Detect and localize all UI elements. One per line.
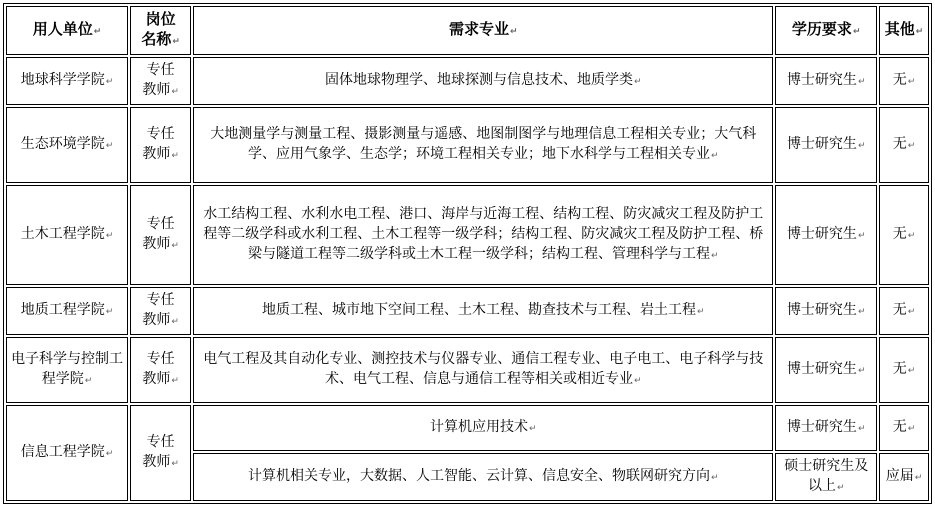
paragraph-mark-icon: ↵ (907, 424, 916, 435)
unit-cell: 地质工程学院↵ (6, 287, 128, 335)
paragraph-mark-icon: ↵ (857, 231, 866, 242)
paragraph-mark-icon: ↵ (857, 307, 866, 318)
paragraph-mark-icon: ↵ (914, 473, 923, 484)
unit-cell: 电子科学与控制工程学院↵ (6, 337, 128, 403)
unit-cell: 生态环境学院↵ (6, 107, 128, 184)
paragraph-mark-icon: ↵ (171, 317, 179, 328)
table-row (6, 405, 929, 451)
paragraph-mark-icon: ↵ (710, 151, 719, 162)
major-cell: 固体地球物理学、地球探测与信息技术、地质学类↵ (193, 57, 773, 105)
table-row (6, 185, 929, 285)
other-cell: 无↵ (879, 57, 929, 105)
header-post: 岗位 名称↵ (130, 6, 191, 55)
other-cell: 无↵ (879, 405, 929, 451)
paragraph-mark-icon: ↵ (857, 141, 866, 152)
degree-cell: 博士研究生↵ (775, 405, 877, 451)
table-row (6, 57, 929, 105)
header-row (6, 6, 929, 55)
major-cell: 计算机应用技术↵ (193, 405, 773, 451)
major-cell: 电气工程及其自动化专业、测控技术与仪器专业、通信工程专业、电子电工、电子科学与技术、电气工程、信息与通信工程等相关或相近专业↵ (193, 337, 773, 403)
degree-cell: 硕士研究生及以上↵ (775, 453, 877, 501)
degree-cell: 博士研究生↵ (775, 185, 877, 285)
paragraph-mark-icon: ↵ (93, 26, 102, 37)
degree-cell: 博士研究生↵ (775, 337, 877, 403)
paragraph-mark-icon: ↵ (710, 251, 719, 262)
paragraph-mark-icon: ↵ (696, 307, 705, 318)
paragraph-mark-icon: ↵ (171, 241, 179, 252)
header-degree: 学历要求↵ (775, 6, 877, 55)
degree-cell: 博士研究生↵ (775, 287, 877, 335)
paragraph-mark-icon: ↵ (852, 26, 861, 37)
paragraph-mark-icon: ↵ (633, 76, 642, 87)
other-cell: 应届↵ (879, 453, 929, 501)
major-cell: 大地测量学与测量工程、摄影测量与遥感、地图制图学与地理信息工程相关专业；大气科学、应用气象学、生态学；环境工程相关专业；地下水科学与工程相关专业↵ (193, 107, 773, 184)
paragraph-mark-icon: ↵ (907, 307, 916, 318)
unit-cell: 地球科学学院↵ (6, 57, 128, 105)
other-cell: 无↵ (879, 185, 929, 285)
unit-cell: 信息工程学院↵ (6, 405, 128, 501)
other-cell: 无↵ (879, 287, 929, 335)
paragraph-mark-icon: ↵ (105, 449, 114, 460)
paragraph-mark-icon: ↵ (907, 141, 916, 152)
paragraph-mark-icon: ↵ (171, 151, 179, 162)
degree-cell: 博士研究生↵ (775, 57, 877, 105)
paragraph-mark-icon: ↵ (105, 307, 114, 318)
paragraph-mark-icon: ↵ (105, 231, 114, 242)
major-cell: 水工结构工程、水利水电工程、港口、海岸与近海工程、结构工程、防灾减灾工程及防护工程等二级学科或水利工程、土木工程等一级学科；结构工程、防灾减灾工程及防护工程、桥梁与隧道工程等二级学科或土木工程一级学科；结构工程、管理科学与工程↵ (193, 185, 773, 285)
table-row (6, 107, 929, 184)
post-cell: 专任 教师↵ (130, 405, 191, 501)
paragraph-mark-icon: ↵ (907, 76, 916, 87)
paragraph-mark-icon: ↵ (915, 26, 924, 37)
paragraph-mark-icon: ↵ (105, 76, 114, 87)
post-cell: 专任 教师↵ (130, 57, 191, 105)
paragraph-mark-icon: ↵ (509, 26, 518, 37)
paragraph-mark-icon: ↵ (171, 86, 179, 97)
major-cell: 计算机相关专业，大数据、人工智能、云计算、信息安全、物联网研究方向↵ (193, 453, 773, 501)
paragraph-mark-icon: ↵ (172, 36, 180, 47)
post-cell: 专任 教师↵ (130, 107, 191, 184)
post-cell: 专任 教师↵ (130, 185, 191, 285)
recruitment-table (3, 3, 932, 504)
table-row (6, 337, 929, 403)
paragraph-mark-icon: ↵ (710, 473, 719, 484)
unit-cell: 土木工程学院↵ (6, 185, 128, 285)
paragraph-mark-icon: ↵ (857, 424, 866, 435)
major-cell: 地质工程、城市地下空间工程、土木工程、勘查技术与工程、岩土工程↵ (193, 287, 773, 335)
other-cell: 无↵ (879, 337, 929, 403)
header-other: 其他↵ (879, 6, 929, 55)
header-major: 需求专业↵ (193, 6, 773, 55)
paragraph-mark-icon: ↵ (857, 76, 866, 87)
paragraph-mark-icon: ↵ (84, 376, 93, 387)
degree-cell: 博士研究生↵ (775, 107, 877, 184)
paragraph-mark-icon: ↵ (907, 231, 916, 242)
paragraph-mark-icon: ↵ (171, 376, 179, 387)
paragraph-mark-icon: ↵ (907, 366, 916, 377)
paragraph-mark-icon: ↵ (836, 483, 845, 494)
paragraph-mark-icon: ↵ (857, 366, 866, 377)
header-unit: 用人单位↵ (6, 6, 128, 55)
post-cell: 专任 教师↵ (130, 337, 191, 403)
paragraph-mark-icon: ↵ (528, 424, 537, 435)
table-row (6, 287, 929, 335)
paragraph-mark-icon: ↵ (633, 376, 642, 387)
paragraph-mark-icon: ↵ (105, 141, 114, 152)
paragraph-mark-icon: ↵ (171, 459, 179, 470)
other-cell: 无↵ (879, 107, 929, 184)
post-cell: 专任 教师↵ (130, 287, 191, 335)
